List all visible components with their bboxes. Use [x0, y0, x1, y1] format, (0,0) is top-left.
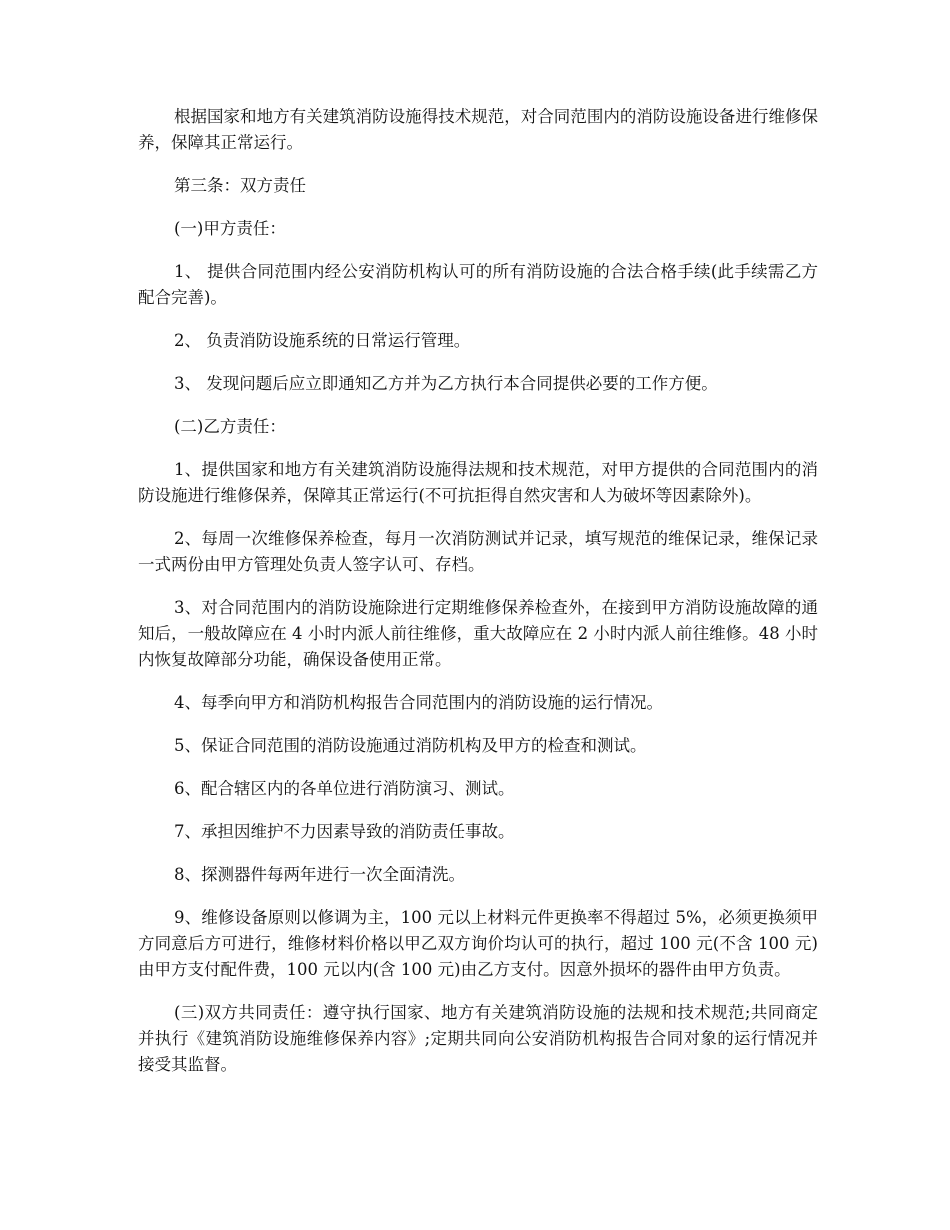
party-a-item-2: 2、 负责消防设施系统的日常运行管理。	[174, 331, 471, 350]
party-b-item-3: 3、对合同范围内的消防设施除进行定期维修保养检查外，在接到甲方消防设施故障的通知后，一般故障应在 4 小时内派人前往维修，重大故障应在 2 小时内派人前往维修。48 小时内恢复故障部分功能，确保设备使用正常。	[138, 598, 818, 669]
party-b-item-2: 2、每周一次维修保养检查，每月一次消防测试并记录，填写规范的维保记录，维保记录一式两份由甲方管理处负责人签字认可、存档。	[138, 529, 818, 574]
party-b-item-7: 7、承担因维护不力因素导致的消防责任事故。	[174, 822, 515, 841]
document-body	[138, 104, 818, 1095]
joint-responsibility: (三)双方共同责任：遵守执行国家、地方有关建筑消防设施的法规和技术规范;共同商定并执行《建筑消防设施维修保养内容》;定期共同向公安消防机构报告合同对象的运行情况并接受其监督。	[138, 1003, 818, 1074]
paragraph-maintenance-basis: 根据国家和地方有关建筑消防设施得技术规范，对合同范围内的消防设施设备进行维修保养，保障其正常运行。	[138, 107, 818, 152]
party-b-item-4: 4、每季向甲方和消防机构报告合同范围内的消防设施的运行情况。	[174, 693, 663, 712]
party-b-item-8: 8、探测器件每两年进行一次全面清洗。	[174, 865, 465, 884]
party-b-item-9: 9、维修设备原则以修调为主，100 元以上材料元件更换率不得超过 5%，必须更换须甲方同意后方可进行，维修材料价格以甲乙双方询价均认可的执行，超过 100 元(不含 100 元)由甲方支付配件费，100 元以内(含 100 元)由乙方支付。因意外损坏的器件由甲方负责。	[138, 908, 818, 979]
party-a-item-3: 3、 发现问题后应立即通知乙方并为乙方执行本合同提供必要的工作方便。	[174, 374, 718, 393]
party-a-item-1: 1、 提供合同范围内经公安消防机构认可的所有消防设施的合法合格手续(此手续需乙方配合完善)。	[138, 262, 818, 307]
party-b-item-1: 1、提供国家和地方有关建筑消防设施得法规和技术规范，对甲方提供的合同范围内的消防设施进行维修保养，保障其正常运行(不可抗拒得自然灾害和人为破坏等因素除外)。	[138, 460, 818, 505]
party-b-item-5: 5、保证合同范围的消防设施通过消防机构及甲方的检查和测试。	[174, 736, 647, 755]
section-heading-article-3: 第三条：双方责任	[174, 176, 306, 195]
subheading-party-b: (二)乙方责任：	[174, 417, 286, 436]
subheading-party-a: (一)甲方责任：	[174, 219, 286, 238]
party-b-item-6: 6、配合辖区内的各单位进行消防演习、测试。	[174, 779, 515, 798]
